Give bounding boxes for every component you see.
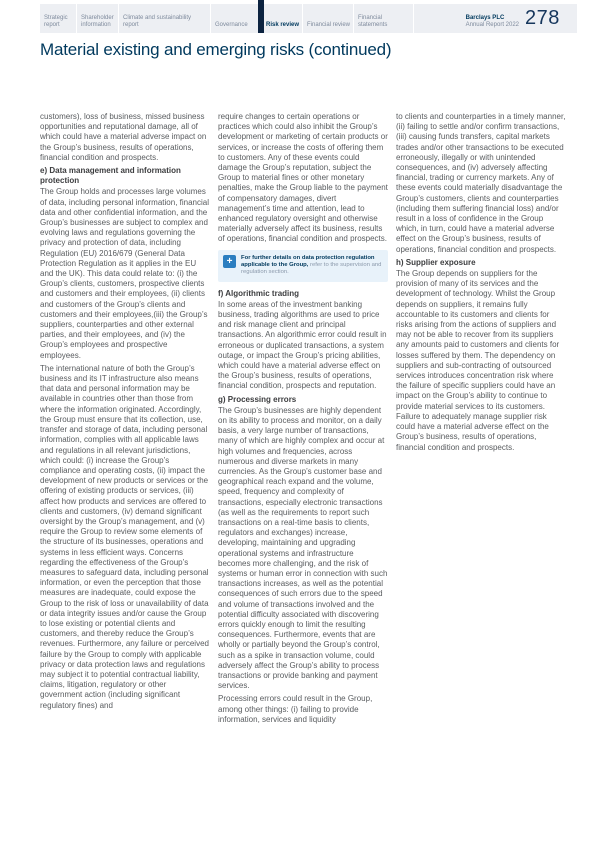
tab-financial-statements[interactable] [353,4,413,33]
callout-bold-text: For further details on data protection regulation applicable to the Group, [241,254,375,268]
body-columns [40,112,566,728]
body-paragraph: require changes to certain operations or practices which could also inhibit the Group’s development or marketing of certain products or services, or increase the costs of offering them to customers. Any of these events could damage the Group’s reputation, subject the Group to material fines or other monetary penalties, make the Group liable to the payment of compensatory damages, divert management’s time and attention, lead to enhanced regulatory oversight and otherwise materially adversely affect its business, results of operations, financial condition and prospects. [218,112,388,244]
tab-strategic-report[interactable] [40,4,76,33]
brand-cell [413,4,525,33]
section-heading: f) Algorithmic trading [218,288,300,298]
body-paragraph: to clients and counterparties in a timely manner, (ii) failing to settle and/or confirm transactions, (iii) causing funds transfers, capital markets trades and/or other transactions to be executed erroneously, illegally or with unintended consequences, and (iv) adversely affecting financial, trading or currency markets. Any of these events could materially disadvantage the Group’s customers, clients and counterparties (including them suffering financial loss) and/or result in a loss of confidence in the Group which, in turn, could have a material adverse effect on the Group’s business, results of operations, financial condition and prospects. [396,112,566,254]
tab-label: Governance [215,22,248,28]
tab-climate-and-sustainability-report[interactable] [118,4,210,33]
section-heading: h) Supplier exposure [396,257,476,267]
column-2 [218,112,388,728]
page-title: Material existing and emerging risks (continued) [40,40,392,59]
body-paragraph: customers), loss of business, missed business opportunities and reputational damage, all of which could have a material adverse impact on the Group’s business, results of operations, financial condition and prospects. [40,112,207,162]
column-3 [396,112,566,728]
brand-name: Barclays PLC [465,15,505,21]
callout-text [241,255,382,277]
tab-label: Strategic report [44,15,68,28]
tab-label: Financial review [307,22,351,28]
column-1 [40,112,210,728]
section-heading: g) Processing errors [218,394,297,404]
body-paragraph: Processing errors could result in the Group, among other things: (i) failing to provide information, services and liquidity [218,694,373,724]
body-paragraph: The Group’s businesses are highly dependent on its ability to process and monitor, on a daily basis, a very large number of transactions, many of which are highly complex and occur at high volumes and frequencies, across numerous and diverse markets in many currencies. As the Group’s customer base and geographical reach expand and the volume, speed, frequency and complexity of transactions, especially electronic transactions (as well as the requirements to report such transactions on a real-time basis to clients, regulators and exchanges) increase, developing, maintaining and upgrading operational systems and infrastructure becomes more challenging, and the risk of systems or human error in connection with such transactions increases, as well as the potential consequences of such errors due to the speed and volume of transactions involved and the potential difficulty associated with discovering errors quickly enough to limit the resulting consequences. Furthermore, events that are wholly or partially beyond the Group’s control, such as a spike in transaction volume, could adversely affect the Group’s ability to process transactions or provide banking and payment services. [218,405,388,691]
nav-tabs [40,4,413,33]
body-paragraph: The Group holds and processes large volumes of data, including personal information, financial data and other confidential information, and the Group’s businesses are subject to complex and evolving laws and regulations governing the privacy and protection of data, including Regulation (EU) 2016/679 (General Data Protection Regulation as it applies in the EU and the UK). This data could relate to: (i) the Group’s clients, customers, prospective clients and customers and their employees, (ii) clients and customers of the Group’s clients and customers and their employees,(iii) the Group’s suppliers, counterparties and other external parties, and their employees, and (iv) the Group’s employees and prospective employees. [40,187,209,360]
tab-shareholder-information[interactable] [76,4,118,33]
report-header-nav [40,4,577,33]
body-paragraph: The international nature of both the Group’s business and its IT infrastructure also means that data and personal information may be available in countries other than those from where the information originated. Accordingly, the Group must ensure that its collection, use, transfer and storage of data, including personal information, complies with all applicable laws and regulations in all relevant jurisdictions, which could: (i) increase the Group’s compliance and operating costs, (ii) impact the development of new products or services or the offering of existing products or services, (iii) affect how products and services are offered to clients and customers, (iv) demand significant oversight by the Group’s management, and (v) require the Group to review some elements of the structure of its businesses, operations and systems in less efficient ways. Concerns regarding the effectiveness of the Group’s measures to safeguard data, including personal information, or even the perception that those measures are inadequate, could expose the Group to the risk of loss or unavailability of data or data integrity issues and/or cause the Group to lose existing or potential clients and customers, and thereby reduce the Group’s revenues. Furthermore, any failure or perceived failure by the Group to comply with applicable privacy or data protection laws and regulations may subject it to potential contractual liability, claims, litigation, regulatory or other government action (including significant regulatory fines) and [40,363,209,710]
brand-report: Annual Report 2022 [465,22,519,28]
active-tab-indicator [258,0,264,33]
tab-label: Climate and sustainability report [123,15,192,28]
body-paragraph: In some areas of the investment banking business, trading algorithms are used to price and risk manage client and principal transactions. An algorithmic error could result in erroneous or duplicated transactions, a system outage, or impact the Group’s pricing abilities, which could have a material adverse effect on the Group’s business, results of operations, financial condition, prospects and reputation. [218,299,387,391]
callout-regular-text: refer to the supervision and regulation section. [241,261,382,276]
tab-label: Risk review [266,22,300,28]
plus-icon: + [223,255,236,268]
further-details-callout[interactable] [218,250,388,282]
brand-block [466,15,519,29]
body-paragraph: The Group depends on suppliers for the provision of many of its services and the development of technology. Whilst the Group depends on suppliers, it remains fully accountable to its customers and clients for risks arising from the actions of suppliers and may not be able to recover from its suppliers any amounts paid to customers and clients for losses suffered by them. The dependency on suppliers and sub-contracting of outsourced services introduces concentration risk where the failure of specific suppliers could have an impact on the Group’s ability to continue to provide material services to its customers. Failure to adequately manage supplier risk could have a material adverse effect on the Group’s business, results of operations, financial condition and prospects. [396,269,560,452]
tab-financial-review[interactable] [302,4,353,33]
tab-risk-review[interactable] [258,4,302,33]
page-number: 278 [525,7,560,29]
tab-label: Financial statements [358,15,388,28]
section-heading: e) Data management and information protection [40,166,181,186]
tab-label: Shareholder information [81,15,114,28]
tab-governance[interactable] [210,4,258,33]
